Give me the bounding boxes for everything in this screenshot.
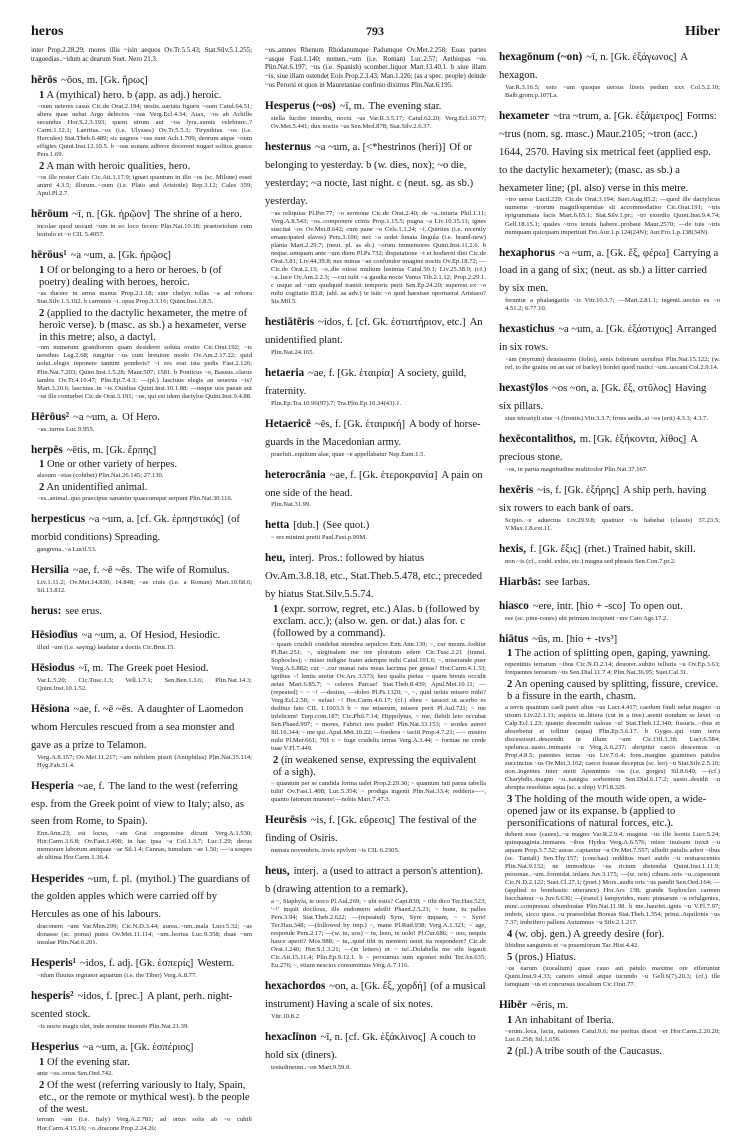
dictionary-entry: [31, 953, 252, 980]
grammar-info: ~idos, f. [cf. Gk. ἑστιατήριον, etc.]: [318, 317, 466, 329]
dictionary-entry: [31, 440, 252, 504]
headword: heterocrānia: [265, 468, 326, 481]
sense-number: 2: [39, 1079, 45, 1091]
definition: The land to the west (referring esp. from the Greek point of view to Italy; also, as seen from Rome, to Spain).: [31, 780, 244, 828]
dictionary-entry: [499, 995, 720, 1058]
definition: Of Hesiod, Hesiodic.: [130, 629, 221, 641]
headword: Heurēsis: [265, 813, 307, 826]
dictionary-entry: [499, 429, 720, 474]
running-head-right: Hiber: [685, 24, 720, 39]
grammar-info: ~ī, m.: [339, 101, 365, 113]
citations: siue tetrastyli siue ~i (frontis) Vitr.3.3.7; frons aedis..si ~os (erit) 4.3.3; 4.3.7.: [505, 415, 709, 423]
dictionary-entry: [31, 776, 252, 863]
citations: Var.R.3.16.5; esto ~um quoque uersus lineis pedum xxx Col.5.2.10; Balb.grom.p.107La.: [505, 83, 720, 99]
sense: [507, 1046, 720, 1058]
citations: Plin.Ep.Tra.10.96(97).7; Tra.Plin.Ep.10.34(43).1.: [271, 399, 402, 407]
citations: libidine sanguinis et ~u praemiorum Tac.Hist.4.42.: [505, 942, 639, 950]
definition: The festival of the finding of Osiris.: [265, 814, 477, 844]
grammar-info: ~a ~um, a. [Gk. ἕξ, φέρω]: [558, 247, 670, 259]
grammar-info: ~a ~um, a.: [73, 411, 119, 423]
sense-number: 2: [273, 755, 279, 767]
citations: ~as ducere in arma manus Prop.2.1.18; sine chelyn tollas ~a ad robora Stat.Silv.1.3.102. b carminis ~i..opus Prop.3.3.16; Quint.Inst.1.8.5.: [37, 289, 252, 305]
grammar-info: ~ae, f. [Gk. ἑτεροκρανία]: [329, 469, 438, 481]
citations: ~tro uersu Lucil.229; Cic.de Orat.3.194; Suet.Aug.85.2; —quod ille dactylicus numerus ~trorum magniloquentiae sit accommodatior Cic.Orat.191; ~tris epigrammata facis Mart.6.65.1; Stat.Silv.1.pr.; ~tri exordio Quint.Inst.9.4.74; Gell.18.15.1; quales ~tros tenuis habere..probaui Maur.2570; —de tuis ~tris numquam quicquam impertiuit Fro.Aur.1.p.124(24N); Aur.Fro.1.p.138(34N).: [505, 196, 720, 236]
grammar-info: see erus.: [65, 606, 102, 618]
dictionary-entry: [265, 363, 486, 408]
headword: heu,: [265, 552, 286, 565]
dictionary-entry: [31, 560, 252, 595]
citations: testudineum..~on Mart.9.59.9.: [271, 1063, 351, 1071]
citations: Liv.1.11.2; Ov.Met.14.830; 14.848; ~ae ciuis (i.e. a Roman) Mart.10.68.6; Sil.13.812.: [37, 579, 252, 595]
dictionary-entry: [265, 312, 486, 357]
headword: hiātus: [499, 632, 529, 645]
headword: herpēs: [31, 443, 63, 456]
sense: [507, 929, 720, 941]
definition: The evening star.: [368, 101, 442, 113]
headword: Hēsiodus: [31, 661, 75, 674]
headword: hexēris: [499, 483, 534, 496]
dictionary-entry: [265, 414, 486, 459]
continued-citations: inter Prop.2.28.29; mores illis ~isin aequos Ov.Tr.5.5.43; Stat.Silv.5.1.255; tragoedias..~idum ac dearum Suet. Nero 21.3.: [31, 47, 252, 63]
definition: a (used to attract a person's attention). b (drawing attention to a remark).: [265, 865, 484, 895]
grammar-info: ~ētis, m. [Gk. ἕρπης]: [66, 444, 157, 456]
grammar-info: [dub.]: [293, 520, 319, 532]
dictionary-entry: [499, 480, 720, 533]
definition: Having six pillars.: [499, 383, 707, 413]
grammar-info: ~ere, intr. [hio + -sco]: [532, 600, 626, 612]
definition: A plant, perh. night-scented stock.: [31, 991, 233, 1021]
sense-number: 2: [507, 679, 513, 691]
headword: hetaeria: [265, 366, 305, 379]
sense: [39, 482, 252, 494]
sense-text: A (mythical) hero. b (app. as adj.) heroic.: [46, 90, 222, 102]
sense-number: 1: [39, 459, 45, 471]
citations: Scipio..~e aduectus Liv.29.9.8; quattuor ~is habebat (classis) 37.23.5; V.Max.1.8.ext.11.: [505, 516, 720, 532]
definition: (mythol.) The guardians of the golden apples which were carried off by Hercules as one of his labours.: [31, 873, 251, 921]
sense: [39, 1057, 252, 1069]
definition: The shrine of a hero.: [154, 209, 243, 221]
headword: hesperis²: [31, 990, 74, 1003]
headword: hexaclīnon: [265, 1030, 317, 1043]
definition: Carrying a load in a gang of six; (neut. as sb.) a litter carried by six men.: [499, 247, 719, 295]
citations: ~idum fluuius regnator aquarum (i.e. the Tiber) Verg.A.8.77.: [37, 972, 197, 980]
headword: hexachordos: [265, 979, 326, 992]
definition: A precious stone.: [499, 434, 698, 463]
dictionary-entry: [31, 509, 252, 554]
sense-number: 2: [507, 1046, 513, 1058]
citations: ese (sc. pine-cones) ubi primum incipiunt ~ere Cato Agr.17.2.: [505, 614, 668, 622]
dictionary-entry: [265, 137, 486, 306]
grammar-info: ~ēris, m.: [530, 1000, 569, 1012]
sense: [273, 604, 486, 640]
dictionary-entry: [31, 986, 252, 1031]
grammar-info: ~a ~um, a. [Gk. ἡρῷος]: [70, 250, 171, 262]
citations: ~ quam crudeli condebat membra sepulcro Enn.Ann.139; ~, cur meum..foditur Pl.Bac.251; ~, uirginalem me ore ploratum edere Cic.Tusc.2.21 (transl. Sophocles); ~ miser indigne frater adempte mihi Catul.101.6; ~, miserande puer Verg.A.6.882; cur ~..cur manat rara meas lacrima per genas? Hor.Carm.4.1.33; ignibus ~! lentis uretur Ov.Ars 3.573; heu qualis pietas ~ quam breuis occidit aetas Mart.6.85.7; ~ celeres Parcae! Stat.Theb.8.439; Apul.Met.10.11; —(repeated) ~ ~ ~! —desino, —doleo Pl.Ps.1320; ~, ~, quid uobis misero mihi? Verg.Ecl.2.58; ~ nefas! ~! Hor.Carm.4.6.17; (cf.) eheu ~ taracei ut acerbo es deditus fato CIL 1.1603.3 b ~ me miserum, misere perii Pl.Aul.721; ~ me infelicem! Turp.com.187; Cic.Phil.7.14; Hippolytus, ~ me, flebili leto occubat Sen.Phaed.997; ~ mores, Fabrici nos pudet! Plin.Nat.33.153; ~ sordes aureri Sil.16.344; ~ me qui..Apul.Met.10.22; —foedera ~ taciti Prop.4.7.21; —~ misero mihi Pl.Mer.661; 701 c ~ fuge crudelis terras Verg.A.3.44; ~ formae ne crede tuae V.Fl.7.449.: [271, 640, 486, 753]
sense-text: Of the west (referring variously to Italy, Spain, etc., or the remote or mythical west). b the people of the west.: [39, 1079, 250, 1115]
citations: ~os, in parua magnitudine multicolor Plin.Nat.37.167.: [505, 465, 648, 473]
dictionary-entry: [265, 810, 486, 855]
sense-text: (pl.) A tribe south of the Caucasus.: [514, 1046, 663, 1058]
definition: Forms: ~trus (nom. sg. masc.) Maur.2105; ~tron (acc.) 1644, 2570. Having six metrical feet (applied esp. to the dactylic hexameter); (masc. as sb.) a hexameter line; (pl. also) verse in this metre.: [499, 110, 717, 194]
headword: hesternus: [265, 141, 311, 154]
headword: hexaphorus: [499, 246, 555, 259]
sense-number: 1: [507, 648, 513, 660]
citations: ~am (myrtum) densissimo (folio), senis foliorum uersibus Plin.Nat.15.122; (w. ref. to the grains on an ear of barley) hordei quod rustici ~um..uocant Col.2.9.14.: [505, 356, 720, 372]
sense: [507, 952, 720, 964]
dictionary-entry: [31, 625, 252, 652]
citations: debent esse (canes)..~u magno Var.R.2.9.4; magnus ~us ille leonis Lucr.5.24; quinquaginta..immanis ~ibus Hydra Verg.A.6.576; miser inuisam traxit ~u aquam Prop.3.7.52; aurae..captantur ~u Ov.Met.7.557; alludit patulis arbor ~ibus (sc. Tantali) Sen.Thy.157; (conchas) redditus mari auido ~u reuiuescentes Plin.Nat.9.132; ne immodicus ~us rictum distendat Quint.Inst.1.11.9; personae..~um..formidat..infans Juv.3.175; —(w. oris) cibum..oris ~u..capessunt Cic.N.D.2.122; Suet.Cl.27.1; (poet.) Mors..audis oris ~us pandit Sen.Oed.164; —(applied to bombastic utterance) Hor.Ars 138; grande Sophocleo carmen bacchamur ~u Juv.6.636; —(transf.) lampyrides, nunc pinnarum ~u refulgentes, nunc..compressu obumbratae Plin.Nat.11.98. b me..hauriet..ignis ~u V.Fl.7.97; imbris, sicco quos..~u praesolidat Boreas Stat.Theb.1.354; primi..Aquilonis ~us 7.37; imbrifero pallens Autumnus ~u Silv.2.1.217.: [505, 831, 720, 927]
sense: [39, 459, 252, 471]
dictionary-entry: [265, 96, 486, 131]
definition: Of Hero.: [122, 411, 160, 423]
grammar-info: ~tra ~trum, a. [Gk. ἑξάμετρος]: [553, 110, 683, 122]
headword: herpesticus: [31, 513, 86, 526]
headword: hexēcontalithos,: [499, 433, 576, 446]
sense: [273, 755, 486, 779]
grammar-info: ~idos, f. adj. [Gk. ἑσπερίς]: [80, 958, 194, 970]
column-right: [499, 47, 720, 1139]
definition: A body of horse-guards in the Macedonian army.: [265, 418, 481, 448]
headword: hērōs: [31, 74, 58, 87]
headword: Hesperia: [31, 779, 74, 792]
dictionary-entry: [31, 245, 252, 400]
grammar-info: ~is, f. [Gk. ἑξήρης]: [537, 484, 620, 496]
sense-text: The action of splitting open, gaping, yawning.: [514, 648, 711, 660]
grammar-info: ~on, a. [Gk. ἕξ, χορδή]: [329, 980, 427, 992]
dictionary-entry: [265, 465, 486, 510]
dictionary-entry: [31, 70, 252, 198]
sense: [507, 648, 720, 660]
sense: [39, 90, 252, 102]
definition: An unidentified plant.: [265, 317, 483, 346]
grammar-info: ~a ~um, a. [Gk. ἑσπέριος]: [82, 1042, 194, 1054]
dictionary-entry: [499, 596, 720, 623]
grammar-info: ~ī, n. [cf. Gk. ἑξάκλινος]: [320, 1031, 426, 1043]
dictionary-entry: [31, 601, 252, 619]
citations: ~ res minimi pretii Paul.Fest.p.99M.: [271, 534, 367, 542]
definition: A pain on one side of the head.: [265, 469, 483, 499]
dictionary-entry: [265, 548, 486, 804]
grammar-info: ~ae, f. [Gk. ἑταιρία]: [308, 367, 394, 379]
headword: Hibēr: [499, 999, 527, 1012]
citations: alsoum ~etas (cohibet) Plin.Nat.26.145; 27.130.: [37, 472, 164, 480]
citations: ~as reliquias Pl.Per.77; ~o sermone Cic.de Orat.2.40; de ~a..iniuria Phil.1.11; Verg.A.8.543; ~os..componere crinis Prop.1.15.5; pugna ~a Liv.10.35.11; ignes suscitat ~os Ov.Met.8.642; cum pane ~o Cels.1.3.24; ~i..Quirites (i.e. recently emancipated slaves) Pers.3.106; nec ~a sedet lunata lingula (i.e. brand-new) planta Mart.2.29.7; (neut. pl. as sb.) ~orum immemores Quint.Inst.11.2.6. b neque..umquam ante ~um diem Pl.Ps.732; disputatione ~i et hodierni diei Cic.de Orat.3.81; Liv.44.39.8; nec minus ~ae confundor imagine noctis Ov.Ep.18.72; —Cic.de Orat.2.13; ~o..die otiosi multum lusimus Catul.50.1; Liv.25.38.9; (cf.) ~a..luce Ov.Am.2.2.3; —cui tulit ~a gaudia nocte Venus Tib.2.1.12; Prop.2.29.1. c usque ad ~um quidquid transit temporis perit Sen.Ep.24.20; superest ex ~o mihi cogitatio 83.8; (abl. as adv.) te istic ~o quid haesisse oportuerat Aristaeo? Sis.Mil.5.: [271, 209, 486, 306]
citations: draconem ~um Var.Men.299; Cic.N.D.3.44; aurea..~um..mala Lucr.5.32; ~as donasse (sc. poma) putes Ov.Met.11.114; ~um..hortus Luc.9.358; duae ~um insulae Plin.Nat.6.201.: [37, 923, 252, 947]
grammar-info: ~a ~um, a. [Gk. ἑξάστιχος]: [558, 324, 673, 336]
citations: Verg.A.8.157; Ov.Met.11.217; ~am nobilem pisuit (Antiphilus) Plin.Nat.35.114; Hyg.Fab.31.4.: [37, 753, 252, 769]
sense-text: An inhabitant of Iberia.: [514, 1015, 614, 1027]
dictionary-entry: [499, 572, 720, 590]
dictionary-entry: [499, 243, 720, 314]
sense-text: (w. obj. gen.) A greedy desire (for).: [514, 929, 665, 941]
sense-text: A man with heroic qualities, hero.: [46, 161, 191, 173]
headword: heus,: [265, 864, 290, 877]
dictionary-entry: [499, 106, 720, 237]
grammar-info: interj.: [289, 553, 315, 565]
grammar-info: interj.: [293, 865, 319, 877]
grammar-info: f. [Gk. ἕξις]: [530, 543, 581, 555]
dictionary-entry: [499, 629, 720, 990]
sense-text: (in weakened sense, expressing the equivalent of a sigh).: [273, 755, 477, 778]
page-number: 793: [366, 24, 384, 38]
grammar-info: ~ī, n. [Gk. ἡρῷον]: [72, 209, 151, 221]
column-left: [31, 47, 252, 1139]
sense: [507, 794, 720, 830]
citations: ante ~os..ortus Sen.Oed.742.: [37, 1069, 113, 1077]
sense-number: 1: [39, 265, 45, 277]
dictionary-entry: [265, 1027, 486, 1072]
sense-text: (expr. sorrow, regret, etc.) Alas. b (followed by exclam. acc.); (also w. gen. or dat.) alas for. c (followed by a command).: [273, 604, 480, 639]
citations: terram ~am (i.e. Italy) Verg.A.2.781; ad ortus solis ab ~o cubili Hor.Carm.4.15.16; ~o..dracone Prop.2.24.26;: [37, 1116, 252, 1132]
citations: Plin.Nat.24.165.: [271, 348, 315, 356]
citations: Enn.Ann.23; est locus, ~am Grai cognomine dicunt Verg.A.1.530; Hor.Carm.3.6.8; Ov.Fast.1.498; in hac ipsa ~a Col.1.3.7; Luc.1.29; decus memorare laborum antiquae ~ae Sil.1.4; Cannas, tumulum ~ae 1.50; —~a sospes ab ultima Hor.Carm.1.36.4.: [37, 830, 252, 862]
headword: Hersilia: [31, 564, 69, 577]
dictionary-entry: [265, 515, 486, 542]
headword: hexis,: [499, 542, 527, 555]
citations: ~ quantum per se candida forma ualet Prop.2.29.30; ~ quantum fati parua tabella tulit! Ov.Fast.1.408; Luc.5.354; ~ prodiga ingenii Plin.Nat.33.4; redderis—~, quanto fatorum munere!—nobis Mart.7.47.3.: [271, 779, 486, 803]
grammar-info: ~is, f. [Gk. εὕρεσις]: [310, 814, 396, 826]
dictionary-entry: [499, 319, 720, 372]
headword: hestiātēris: [265, 316, 315, 329]
grammar-info: ~ōos, m. [Gk. ἥρως]: [61, 75, 148, 87]
grammar-info: ~ae, f.: [77, 780, 105, 792]
running-head-left: heros: [31, 24, 64, 39]
definition: A ship perh. having six rowers to each bank of oars.: [499, 484, 707, 514]
citations: illud ~um (i.e. saying) laudatur a doctis Cic.Brut.15.: [37, 643, 175, 651]
definition: (rhet.) Trained habit, skill.: [584, 543, 696, 555]
headword: hexastȳlos: [499, 382, 549, 395]
dictionary-entry: [499, 378, 720, 423]
citations: a terris quantum caeli patet altus ~us Lucr.4.417; caedum findi uelut magno ~u uisum Liv.22.1.11; aspicis ut..littera (cut in a tree)..arenti nondum se laxet ~u Calp.Ecl.1.23; quanto descendit ualous ~u! Stat.Theb.12.340; fissuris..~ibus et absorbetur et tollitur (aqua) Plin.Ep.5.6.17. b Gyges..qui cum terra discessisset..descendit in illum ~um Cic.Off.3.38; Lucr.6.584; spelunca..uasto..immanis ~u Verg.A.6.237; abripitur caeco descensus ~u Prop.4.8.5; patentes terrae ~us Liv.7.6.4; fons..margine gramineo patulos succinctus ~us Ov.Met.3.162; caeco foueae deceptus (sc. leo) ~u Stat.Silv.2.5.10; non..ingentes inter stetit Apenninus ~us (i.e. gorges) Sil.8.649; —(cf.) Charybdis..magno ~u..nauigia sorbentem Sen.Dial.6.17.2; uasto..desidit ~u abrupta reuolutus aqua (sc. a ship) V.Fl.8.329.: [505, 704, 720, 792]
citations: a ~, Staphyla, te uoco Pl.Aul.269; ~ ubi estis? Capt.830; ~ tibi dico Ter.Hau.523; '~!' inquit docilous, ille endomero adsilit Phaed.2.5.21; ~ bone, tu palles Pers.3.94; Stat.Theb.2.622; —(repeated) Syre, Syre inquam, ~ ~ Syre! Ter.Hau.348; —(followed by imp.) ~, mane Pl.Rud.938; Verg.A.1.321; ~ age, responde Pers.2.17; —(w. tu, uos) ~ tu, leno, te uolo! Pl.Cur.686; ~ uos, nequis hasce aperit? Mos.988; ~ tu,..quid tibi in mentem uenit ita respondere? Cic.de Orat.1.240; Hor.S.1.3.21; —(in letters) et ~ tu!..Dolabella me sibi legauit Cic.Att.15.11.4; Plin.Ep.9.12.1. b ~ proxumus sum egomet mihi Ter.An.635; Eu.276; ~, etiam nescios consumimus Verg.A.7.116.: [271, 897, 486, 969]
column-middle: [265, 47, 486, 1139]
grammar-info: ~ae, f. ~ē ~ēs.: [72, 565, 133, 577]
sense-text: (applied to the dactylic hexameter, the metre of heroic verse). b (masc. as sb.) a hexameter, verse in this metre; also, a dactyl.: [39, 307, 248, 343]
headword: Hērōus²: [31, 410, 70, 423]
headword: hērōum: [31, 208, 69, 221]
dictionary-entry: [31, 407, 252, 434]
dictionary-entry: [31, 204, 252, 239]
definition: A society, guild, fraternity.: [265, 367, 467, 397]
dictionary-entry: [499, 47, 720, 100]
headword: Hesperides: [31, 872, 84, 885]
headword: Hēsiona: [31, 702, 70, 715]
definition: The wife of Romulus.: [136, 565, 230, 577]
grammar-info: ~a ~um, a. [cf. Gk. ἑρπηστικός]: [89, 514, 224, 526]
citations: ~erum..loca, facta, nationes Catul.9.6; me peritus discet ~er Hor.Carm.2.20.20; Luc.6.258; Sil.1.656.: [505, 1028, 720, 1044]
dictionary-entry: [31, 699, 252, 770]
sense-number: 3: [507, 794, 513, 806]
citations: incolae quod uocant ~um in eo loco fecere Plin.Nat.10.18; praetoriolum cum hortulo et ~o CIL 5.4057.: [37, 223, 252, 239]
sense-text: Of the evening star.: [46, 1057, 130, 1069]
sense-number: 4: [507, 929, 513, 941]
sense-text: (pros.) Hiatus.: [514, 952, 576, 964]
grammar-info: m. [Gk. ἑξήκοντα, λίθος]: [579, 434, 687, 446]
sense-number: 1: [39, 1057, 45, 1069]
citations: ~os ille noster Cato Cic.Att.1.17.9; ignari quantum in illo ~os (sc. Milone) esset animi 4.3.5; illorum..~oum (i.e. Plato and Aristotle) Rep.3.12; Cales 359; Apul.Pl.2.7.: [37, 174, 252, 198]
sense-text: One or other variety of herpes.: [46, 459, 177, 471]
headword: hērōus¹: [31, 249, 67, 262]
sense-number: 1: [507, 1015, 513, 1027]
definition: Pros.: followed by hiatus Ov.Am.3.8.18, etc., Stat.Theb.5.478, etc.; preceded by hiatus Stat.Silv.5.5.74.: [265, 553, 483, 601]
sense-number: 2: [39, 161, 45, 173]
grammar-info: ~ae, f. ~ē ~ēs.: [73, 703, 134, 715]
grammar-info: ~a ~um, a.: [81, 629, 127, 641]
sense: [39, 1080, 252, 1116]
citations: stella lucifer interdiu, noctu ~us Var.R.3.5.17; Catul.62.20; Verg.Ecl.10.77; Ov.Met.5.441; dux noctis ~us Sen.Med.878; Stat.Silv.2.6.37.: [271, 115, 486, 131]
dictionary-entry: [31, 869, 252, 948]
sense: [39, 161, 252, 173]
citations: Plin.Nat.31.99.: [271, 501, 311, 509]
sense-text: An opening caused by splitting, fissure, crevice. b a fissure in the earth, chasm.: [507, 679, 719, 703]
citations: ~us earum (uocalium) quae cauo aut patulo maxime ore efferuntur Quint.Inst.9.4.33; canoro simul atque iucundo ~u Gell.6(7).20.3; (cf.) ille tamquam ~us et concursus uocalium Cic.Orat.77.: [505, 965, 720, 989]
dictionary-columns: [31, 47, 721, 1139]
dictionary-entry: [265, 976, 486, 1021]
dictionary-entry: [31, 1037, 252, 1132]
grammar-info: ~idos, f. [prec.]: [77, 991, 143, 1003]
headword: hexastichus: [499, 323, 555, 336]
dictionary-entry: [265, 861, 486, 970]
definition: (of morbid conditions) Spreading.: [31, 514, 240, 544]
citations: ~as..turres Luc.9.955.: [37, 425, 95, 433]
citations: ~um numerum grandiorem quam desideret soluta oratio Cic.Orat.192; ~is uersibus Leg.2.68; iungitur ~us cum breuiore modo Ov.Am.2.17.22; quid uolui..elegis inponere tantum ponderis? ~i res erat ista pedis Fast.2.126; Plin.Nat.7.203; Quint.Inst.1.5.28; Maur.507; 1581. b Ponticus ~o, Bassus..clarus iambis Ov.Tr.4.10.47; Plin.Ep.7.4.3; —(pl.) lasciuus elegis an seuerus ~is? Mart.3.20.6; lasciuus..in ~is..Ouidius Quint.Inst.10.1.88; —neque uos paean aut ~us ille conturbet Cic.de Orat.3.191; ~us, qui est idem dactylus Quint.Inst.9.4.88.: [37, 344, 252, 400]
citations: repentinis terrarum ~ibus Cic.N.D.2.14; deuorer..subito telluris ~u Ov.Ep.3.63; frequentes terrarum ~us Sen.Dial.11.7.4; Plin.Nat.36.95; Suet.Cal.31.: [505, 661, 720, 677]
headword: herus:: [31, 605, 62, 618]
sense-number: 1: [273, 604, 279, 616]
headword: Hetaericē: [265, 417, 311, 430]
definition: A daughter of Laomedon whom Hercules rescued from a sea monster and gave as a prize to Telamon.: [31, 703, 244, 751]
grammar-info: ~ī, n. [Gk. ἑξάγωνος]: [586, 52, 677, 63]
headword: Hēsiodīus: [31, 628, 78, 641]
dictionary-entry: [499, 539, 720, 566]
definition: Arranged in six rows.: [499, 324, 717, 354]
grammar-info: ~ī, m.: [78, 662, 104, 674]
sense-number: 5: [507, 952, 513, 964]
sense: [507, 679, 720, 703]
definition: A hexagon.: [499, 52, 688, 81]
headword: Hesperus (~os): [265, 100, 336, 113]
grammar-info: ~um, f. pl.: [87, 873, 133, 885]
grammar-info: ~ūs, m. [hio + -tvs³]: [532, 633, 618, 645]
sense: [39, 308, 252, 344]
sense-text: Of or belonging to a hero or heroes. b (of poetry) dealing with heroes, heroic.: [39, 265, 222, 288]
sense-text: The holding of the mouth wide open, a wide-opened jaw or its expanse. b (applied to personifications of natural forces, etc.).: [507, 794, 707, 830]
grammar-info: ~ēs, f. [Gk. ἑταιρική]: [314, 418, 406, 430]
grammar-info: ~a ~um, a. [<*hestrinos (heri)]: [315, 142, 446, 154]
sense-text: An unidentified animal.: [46, 482, 148, 494]
sense-number: 2: [39, 482, 45, 494]
citations: mensis novembris..iovis epvlvm ~is CIL 6.2305.: [271, 846, 400, 854]
headword: Hiarbās:: [499, 575, 542, 588]
citations: gangrena..~a Lucil.53.: [37, 546, 97, 554]
sense: [39, 265, 252, 289]
definition: Western.: [197, 958, 235, 970]
headword: hetta: [265, 519, 290, 532]
dictionary-entry: [31, 658, 252, 693]
headword: Hesperis¹: [31, 957, 76, 970]
citations: Var.L.5.20; Cic.Tusc.1.3; Vell.1.7.1; Sen.Ben.1.3.6; Plin.Nat.14.3; Quint.Inst.10.1.52.: [37, 676, 252, 692]
definition: To open out.: [629, 600, 683, 612]
citations: non ~is (cf., codd. exhis, etc.) magna sed phrasis Sen.Con.7.pr.2.: [505, 557, 676, 565]
citations: ~es..animal..quo praecipue sanantur quaecumque serpunt Plin.Nat.30.116.: [37, 495, 233, 503]
headword: hexameter: [499, 109, 550, 122]
definition: A couch to hold six (diners).: [265, 1031, 476, 1061]
grammar-info: ~os ~on, a. [Gk. ἕξ, στῦλος]: [552, 383, 672, 395]
citations: Vitr.10.8.2.: [271, 1012, 301, 1020]
headword: hiasco: [499, 599, 529, 612]
definition: (See quot.): [322, 520, 370, 532]
definition: The Greek poet Hesiod.: [107, 662, 209, 674]
definition: (of a musical instrument) Having a scale of six notes.: [265, 980, 486, 1010]
continued-citations: ~os..amnes Rhenum Rhodanumque Padumque Ov.Met.2.258; Eoas partes ~asque Fast.1.140; nomen..~um (i.e. Roman) Luc.2.57; Aethiopas ~os Plin.Nat.6.197; ~us (i.e. Spanish) scomber..liquor Mart.13.40.1. b siue illam ~is, siue illam ostendet Eois Prop.2.3.43; Man.1.226; (as a spec. people) deinde ~os Perorsi et quos in Mauretaniae confinio diximus Plin.Nat.6.195.: [265, 47, 486, 89]
headword: hexagōnum (~on): [499, 51, 583, 63]
citations: ~oum ueteres casus Cic.de Orat.2.194; uestis..uariata figuris ~oum Catul.64.51; altera quae uehat Argo delectos ~oas Verg.Ecl.4.34; Aiax, ~os ab Achille secundus Hor.S.2.3.193; quem uirum aut ~oa lyra..sumis celebrare..? Carm.1.12.1; Laertius..~os (i.e. Ulysses) Ov.Tr.5.5.3; Tirynthius ~os (i.e. Hercules) Stat.Theb.6.489; sic uagnos ~oas eunt Ach.1.709; deorum atque ~oum effigies Quint.Inst.12.10.5. b ~oas sonans adferre docerent nugari solitos graece Pers.1.69.: [37, 103, 252, 159]
sense: [507, 1015, 720, 1027]
citations: feruntur a phalangariis ~is Vitr.10.3.7; —Mart.2.81.1; ingenti..uectus es ~o 4.51.2; 6.77.10.: [505, 297, 720, 313]
citations: ~is nocte magis olet, inde nomine inuento Plin.Nat.21.39.: [37, 1023, 189, 1031]
definition: Of or belonging to yesterday. b (w. dies, nox); ~o die, yesterday; ~a nocte, last night. c (neut. sg. as sb.) yesterday.: [265, 142, 474, 207]
citations: praefuit..equitum alae, quae ~e appellabatur Nep.Eum.1.5.: [271, 450, 426, 458]
sense-number: 1: [39, 90, 45, 102]
sense-number: 2: [39, 307, 45, 319]
page-header: [0, 0, 750, 40]
grammar-info: see Iarbas.: [545, 576, 590, 588]
headword: Hesperius: [31, 1041, 79, 1054]
